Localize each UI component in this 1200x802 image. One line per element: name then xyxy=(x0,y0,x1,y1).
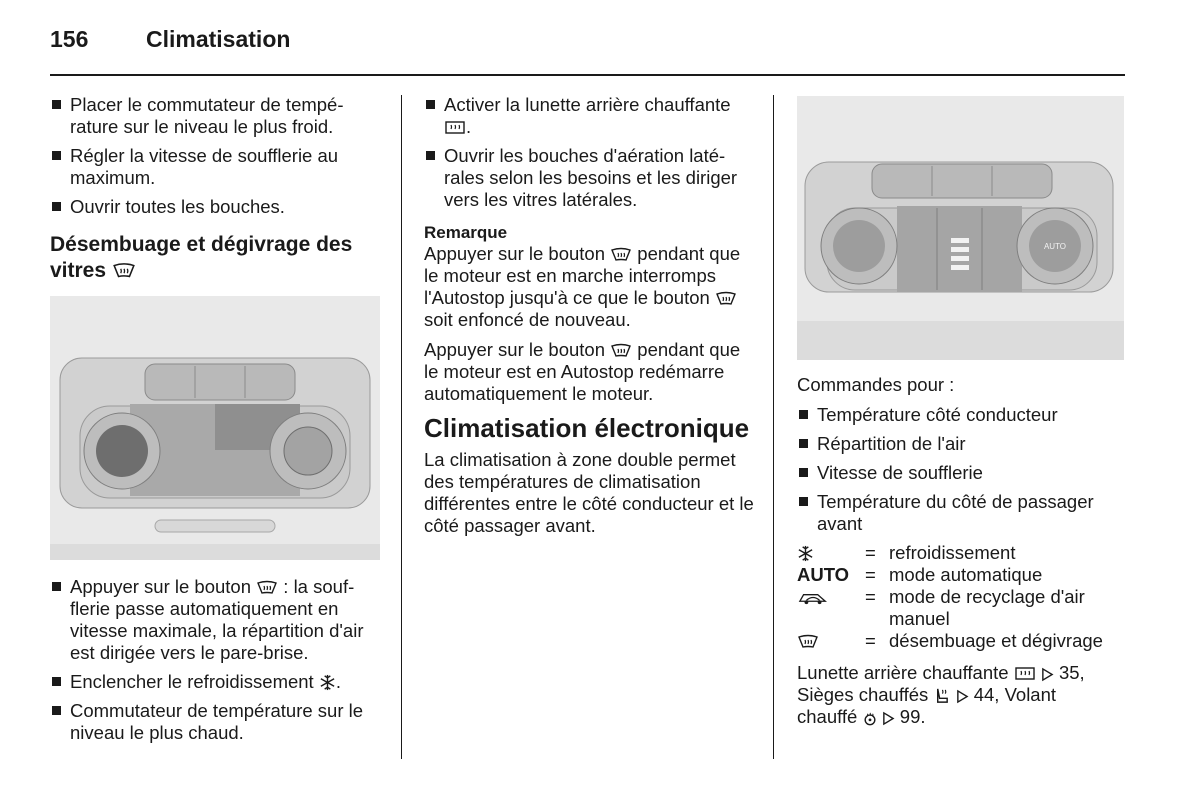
bullet-marker xyxy=(52,100,61,109)
list-item-text: Ouvrir toutes les bouches. xyxy=(70,196,285,217)
legend-text: désembuage et dégivrage xyxy=(889,630,1103,651)
bullet-marker xyxy=(52,202,61,211)
xref-text: Sièges chauffés xyxy=(797,684,929,705)
list-item xyxy=(50,576,385,664)
list-item-text: Commutateur de température sur le niveau le plus chaud. xyxy=(70,700,364,743)
list-item-text: Régler la vitesse de soufflerie au maximum. xyxy=(70,145,339,188)
legend-row xyxy=(797,630,1127,652)
list-item xyxy=(50,196,385,218)
list-item xyxy=(424,94,754,138)
legend-text: mode automatique xyxy=(889,564,1043,585)
reference-arrow-icon xyxy=(882,711,895,726)
electronic-climate-paragraph: La climatisation à zone double permet des températures de climatisation différentes entre le côté conducteur et le côté passager avant. xyxy=(424,449,754,536)
list-item xyxy=(797,433,1127,455)
list-item xyxy=(797,491,1127,535)
remark-title: Remarque xyxy=(424,223,508,242)
snowflake-icon xyxy=(797,545,814,562)
list-item-text: Température côté conducteur xyxy=(817,404,1058,425)
windshield-defrost-icon xyxy=(256,580,278,596)
column-2 xyxy=(424,94,754,545)
remark-paragraph-1 xyxy=(424,243,754,331)
list-item-text: Température du côté de passager avant xyxy=(817,491,1094,534)
reference-arrow-icon xyxy=(1041,667,1054,682)
list-item-text: Placer le commutateur de température sur le niveau le plus froid. xyxy=(70,94,344,137)
bullet-marker xyxy=(52,706,61,715)
list-item-text: . xyxy=(335,671,341,692)
column-1 xyxy=(50,94,385,751)
climate-panel-photo-electronic xyxy=(797,96,1124,360)
rear-window-heat-icon xyxy=(1014,666,1036,682)
section-title: Climatisation xyxy=(146,26,291,52)
list-item xyxy=(50,145,385,189)
electronic-climate-heading: Climatisation électronique xyxy=(424,413,750,443)
defrost-heading-text: Désembuage et dégivrage des vitres xyxy=(50,233,353,282)
remark-text: soit enfoncé de nouveau. xyxy=(424,309,631,330)
panel-auto-label: AUTO xyxy=(1043,242,1067,251)
remark-paragraph-2 xyxy=(424,339,754,405)
column-3 xyxy=(797,94,1127,736)
legend-row xyxy=(797,564,1127,586)
list-item-text: : la soufflerie passe automatiquement en vitesse maximale, la répartition d'air est dirigée vers le pare-brise. xyxy=(70,576,364,663)
list-item xyxy=(50,700,385,744)
xref-text: Lunette arrière chauffante xyxy=(797,662,1009,683)
reference-arrow-icon xyxy=(956,689,969,704)
rear-window-heat-icon xyxy=(444,120,466,136)
legend-equals: = xyxy=(865,630,876,651)
bullet-marker xyxy=(426,100,435,109)
legend-equals: = xyxy=(865,542,876,563)
xref-link[interactable]: 44, Volant xyxy=(973,684,1057,705)
bullet-marker xyxy=(52,677,61,686)
legend-equals: = xyxy=(865,564,876,585)
bullet-marker xyxy=(799,439,808,448)
column-divider-2 xyxy=(773,95,774,759)
snowflake-icon xyxy=(319,674,336,691)
list-item xyxy=(797,404,1127,426)
auto-symbol: AUTO xyxy=(797,564,850,585)
xref-link[interactable]: 99. xyxy=(899,706,926,727)
remark-text: pendant que le moteur est en marche interromps l'Autostop jusqu'à ce que le bouton xyxy=(424,243,741,308)
legend-equals: = xyxy=(865,586,876,607)
windshield-defrost-icon xyxy=(715,291,737,307)
remark-text: Appuyer sur le bouton xyxy=(424,339,606,360)
list-item-text: Enclencher le refroidissement xyxy=(70,671,314,692)
bullet-marker xyxy=(52,151,61,160)
list-item xyxy=(797,462,1127,484)
list-item xyxy=(50,94,385,138)
heated-steering-wheel-icon xyxy=(863,712,877,726)
windshield-defrost-icon xyxy=(112,262,136,280)
commands-intro: Commandes pour : xyxy=(797,374,955,395)
windshield-defrost-icon xyxy=(610,343,632,359)
climate-panel-photo-manual xyxy=(50,296,380,560)
list-item-text: Répartition de l'air xyxy=(817,433,966,454)
legend-row xyxy=(797,542,1127,564)
list-item-text: . xyxy=(466,116,472,137)
list-item-text: Ouvrir les bouches d'aération latérales selon les besoins et les diriger vers les vitres latérales. xyxy=(444,145,738,210)
list-item xyxy=(424,145,754,211)
legend-text: refroidissement xyxy=(889,542,1016,563)
list-item xyxy=(50,671,385,693)
air-recirculation-icon xyxy=(797,589,829,606)
bullet-marker xyxy=(52,582,61,591)
windshield-defrost-icon xyxy=(797,634,819,650)
bullet-marker xyxy=(799,410,808,419)
defrost-heading xyxy=(50,232,385,284)
column-divider-1 xyxy=(401,95,402,759)
xref-link[interactable]: 35, xyxy=(1058,662,1085,683)
page-number: 156 xyxy=(50,26,89,52)
list-item-text: Activer la lunette arrière chauffante xyxy=(444,94,731,115)
remark-text: pendant que le moteur est en Autostop redémarre automatiquement le moteur. xyxy=(424,339,741,404)
list-item-text: Vitesse de soufflerie xyxy=(817,462,983,483)
symbol-legend xyxy=(797,542,1127,652)
windshield-defrost-icon xyxy=(610,247,632,263)
bullet-marker xyxy=(799,468,808,477)
xref-text: chauffé xyxy=(797,706,858,727)
bullet-marker xyxy=(426,151,435,160)
list-item-text: Appuyer sur le bouton xyxy=(70,576,252,597)
heated-seat-icon xyxy=(933,687,950,704)
cross-references xyxy=(797,662,1127,728)
header-rule xyxy=(50,74,1125,76)
remark-text: Appuyer sur le bouton xyxy=(424,243,606,264)
legend-text: mode de recyclage d'air manuel xyxy=(889,586,1085,629)
bullet-marker xyxy=(799,497,808,506)
legend-row xyxy=(797,586,1127,630)
